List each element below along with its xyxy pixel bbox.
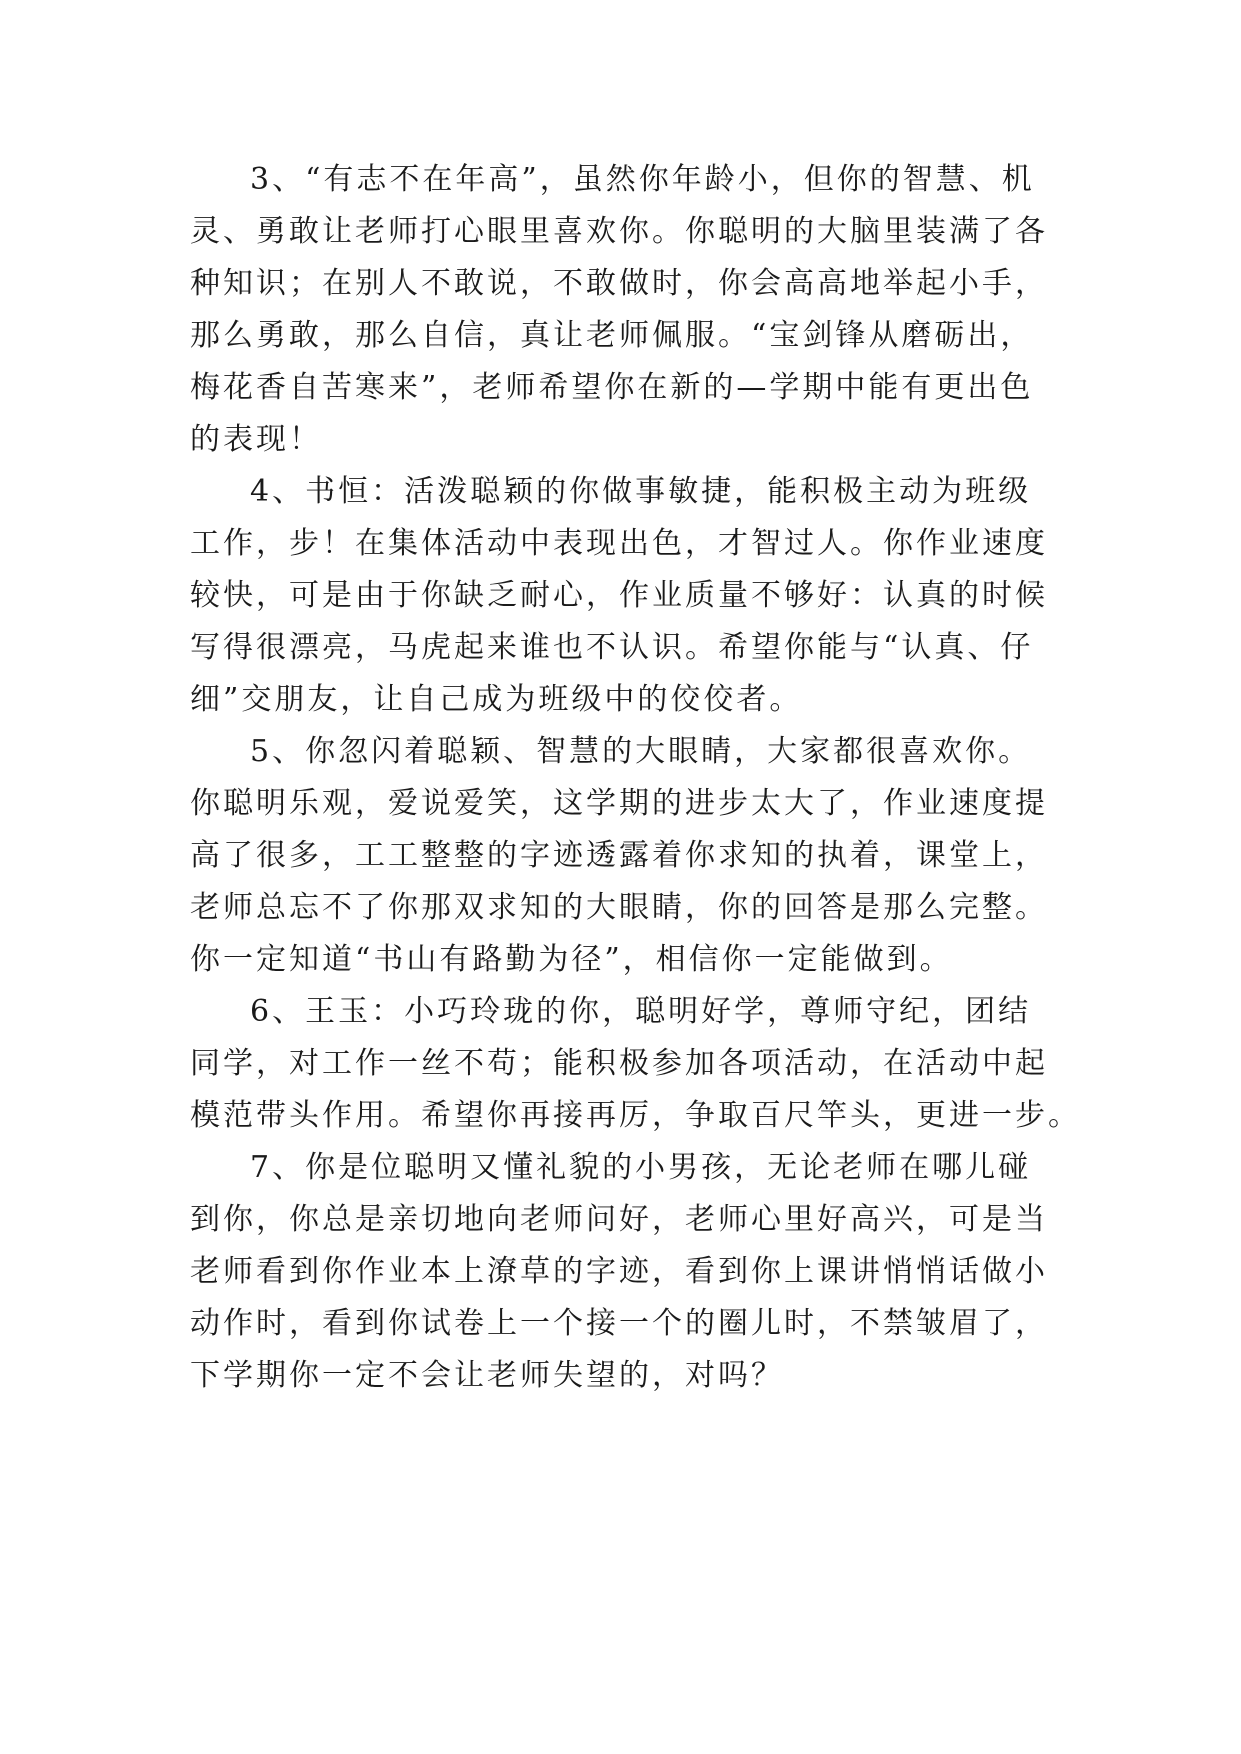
paragraph-4-line-1: 4、书恒：活泼聪颖的你做事敏捷，能积极主动为班级 [250,474,1032,509]
paragraph-4-line-5: 细”交朋友，让自己成为班级中的佼佼者。 [190,682,803,717]
paragraph-5-line-5: 你一定知道“书山有路勤为径”，相信你一定能做到。 [190,942,953,977]
paragraph-3-line-3: 种知识；在别人不敢说，不敢做时，你会高高地举起小手， [190,266,1048,301]
paragraph-5-line-3: 高了很多，工工整整的字迹透露着你求知的执着，课堂上， [190,838,1048,873]
paragraph-7-line-5: 下学期你一定不会让老师失望的，对吗？ [190,1358,784,1393]
paragraph-4-line-4: 写得很漂亮，马虎起来谁也不认识。希望你能与“认真、仔 [190,630,1034,665]
paragraph-6-line-1: 6、王玉：小巧玲珑的你，聪明好学，尊师守纪，团结 [250,994,1032,1029]
paragraph-5-line-1: 5、你忽闪着聪颖、智慧的大眼睛，大家都很喜欢你。 [250,734,1032,769]
paragraph-3-line-2: 灵、勇敢让老师打心眼里喜欢你。你聪明的大脑里装满了各 [190,214,1048,249]
paragraph-4-line-2: 工作，步！在集体活动中表现出色，才智过人。你作业速度 [190,526,1048,561]
paragraph-7-line-3: 老师看到你作业本上潦草的字迹，看到你上课讲悄悄话做小 [190,1254,1048,1289]
paragraph-3-line-4: 那么勇敢，那么自信，真让老师佩服。“宝剑锋从磨砺出， [190,318,1034,353]
paragraph-6-line-3: 模范带头作用。希望你再接再厉，争取百尺竿头，更进一步。 [190,1098,1081,1133]
paragraph-7-line-2: 到你，你总是亲切地向老师问好，老师心里好高兴，可是当 [190,1202,1048,1237]
paragraph-5-line-4: 老师总忘不了你那双求知的大眼睛，你的回答是那么完整。 [190,890,1048,925]
paragraph-3-line-5: 梅花香自苦寒来”，老师希望你在新的—学期中能有更出色 [190,370,1034,405]
paragraph-7-line-1: 7、你是位聪明又懂礼貌的小男孩，无论老师在哪儿碰 [250,1150,1032,1185]
paragraph-3-line-1: 3、“有志不在年高”，虽然你年龄小，但你的智慧、机 [250,162,1035,197]
paragraph-5-line-2: 你聪明乐观，爱说爱笑，这学期的进步太大了，作业速度提 [190,786,1048,821]
paragraph-4-line-3: 较快，可是由于你缺乏耐心，作业质量不够好：认真的时候 [190,578,1048,613]
paragraph-3-line-6: 的表现！ [190,422,322,457]
paragraph-6-line-2: 同学，对工作一丝不苟；能积极参加各项活动，在活动中起 [190,1046,1048,1081]
paragraph-7-line-4: 动作时，看到你试卷上一个接一个的圈儿时，不禁皱眉了， [190,1306,1048,1341]
